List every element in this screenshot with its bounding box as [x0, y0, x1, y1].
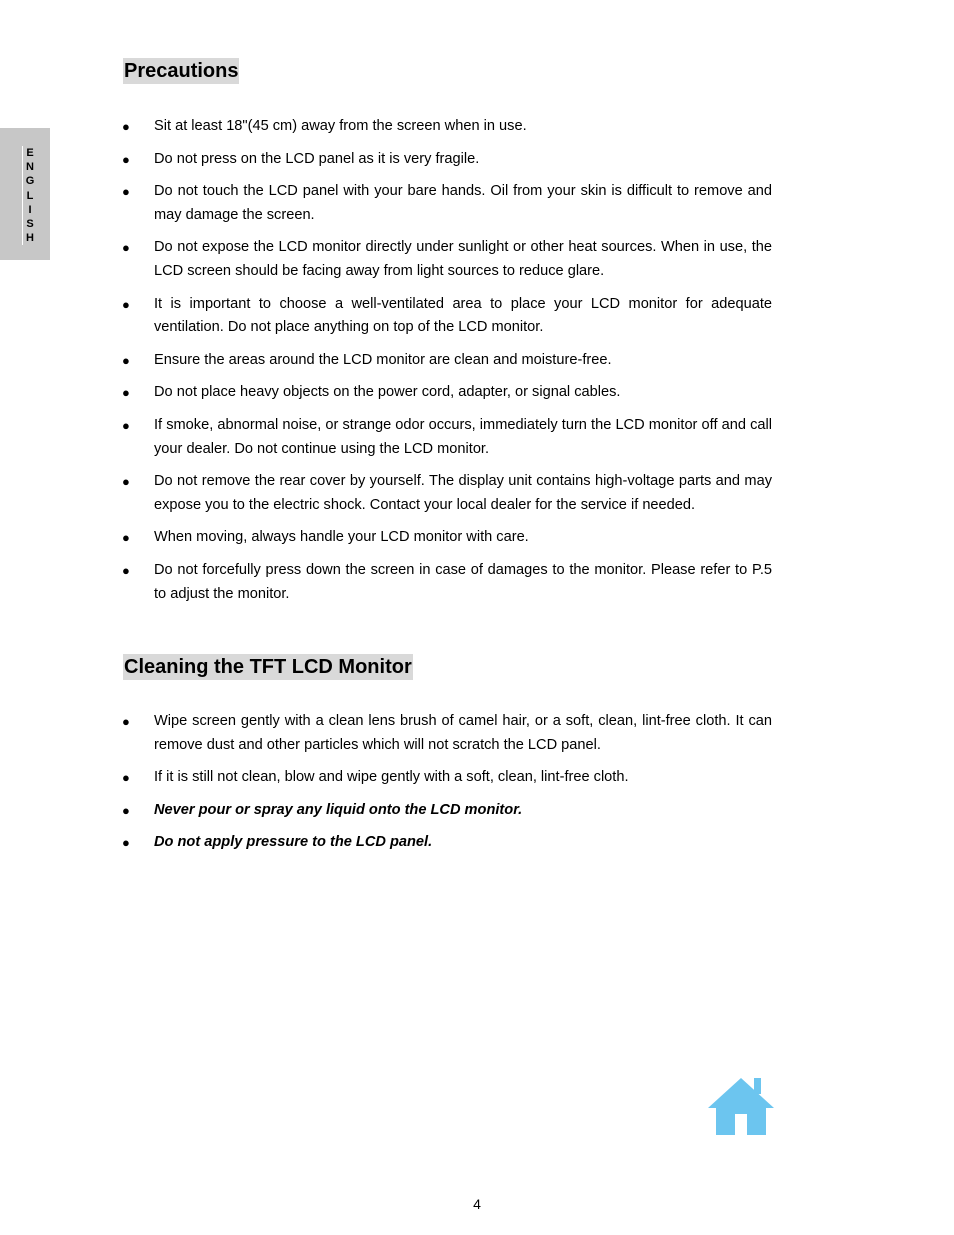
list-item-text: When moving, always handle your LCD monitor with care. [154, 529, 529, 546]
list-item-warning [122, 799, 772, 823]
list-item-text: Ensure the areas around the LCD monitor are clean and moisture-free. [154, 351, 612, 368]
list-item-text: Do not touch the LCD panel with your bare hands. Oil from your skin is difficult to remove and may damage the screen. [154, 183, 772, 223]
list-item [122, 115, 772, 139]
list-item-text: If it is still not clean, blow and wipe gently with a soft, clean, lint-free cloth. [154, 769, 629, 786]
bullet: ● [122, 417, 130, 433]
home-icon-shape [708, 1078, 774, 1135]
language-letter: L [26, 189, 34, 202]
bullet: ● [122, 296, 130, 312]
bullet: ● [122, 385, 130, 401]
bullet: ● [122, 184, 130, 200]
list-item [122, 470, 772, 517]
list-item [122, 766, 772, 790]
home-icon[interactable] [708, 1076, 774, 1136]
list-item-text: Do not place heavy objects on the power cord, adapter, or signal cables. [154, 384, 621, 401]
list-item [122, 148, 772, 172]
language-tab-letters [22, 146, 37, 245]
bullet: ● [122, 714, 130, 729]
bullet: ● [122, 530, 130, 546]
language-letter: I [28, 203, 32, 216]
bullet: ● [122, 562, 130, 578]
list-item [122, 559, 772, 606]
list-item-text: Do not remove the rear cover by yourself. The display unit contains high-voltage parts and may expose you to the electric shock. Contact your local dealer for the service if needed. [154, 473, 772, 513]
language-letter: N [26, 161, 34, 174]
list-item-text: Wipe screen gently with a clean lens brush of camel hair, or a soft, clean, lint-free cloth. It can remove dust and other particles which will not scratch the LCD panel. [154, 713, 772, 753]
bullet: ● [122, 802, 130, 818]
list-item [122, 414, 772, 461]
section-title-cleaning: Cleaning the TFT LCD Monitor [124, 656, 412, 678]
list-item [122, 236, 772, 283]
page-number: 4 [473, 1196, 481, 1212]
list-item-warning [122, 831, 772, 855]
bullet: ● [122, 151, 130, 167]
list-item-text: Do not press on the LCD panel as it is very fragile. [154, 150, 480, 167]
bullet: ● [122, 119, 130, 134]
language-letter: E [26, 147, 34, 159]
list-item [122, 293, 772, 340]
list-item [122, 526, 772, 550]
language-letter: S [26, 218, 34, 231]
bullet: ● [122, 474, 130, 490]
list-item [122, 381, 772, 405]
section-title-precautions: Precautions [124, 60, 239, 82]
list-item [122, 349, 772, 373]
bullet: ● [122, 770, 130, 786]
list-item-text: Sit at least 18"(45 cm) away from the screen when in use. [154, 118, 527, 134]
language-tab [0, 128, 50, 260]
bullet: ● [122, 240, 130, 256]
list-item-text: Do not forcefully press down the screen in case of damages to the monitor. Please refer to P.5 to adjust the monitor. [154, 561, 772, 602]
list-item [122, 710, 772, 757]
list-item-text: Do not expose the LCD monitor directly under sunlight or other heat sources. When in use, the LCD screen should be facing away from light sources to reduce glare. [154, 239, 772, 279]
language-letter: H [26, 232, 34, 245]
language-letter: G [25, 175, 35, 188]
list-item-text: Never pour or spray any liquid onto the LCD monitor. [154, 801, 523, 818]
bullet: ● [122, 835, 130, 851]
list-item-text: Do not apply pressure to the LCD panel. [154, 834, 433, 851]
list-item-text: If smoke, abnormal noise, or strange odor occurs, immediately turn the LCD monitor off and call your dealer. Do not continue using the LCD monitor. [154, 416, 772, 457]
bullet: ● [122, 352, 130, 368]
precautions-list [122, 115, 772, 615]
list-item-text: It is important to choose a well-ventilated area to place your LCD monitor for adequate ventilation. Do not place anything on top of the LCD monitor. [154, 295, 772, 336]
cleaning-list [122, 710, 772, 864]
list-item [122, 180, 772, 227]
